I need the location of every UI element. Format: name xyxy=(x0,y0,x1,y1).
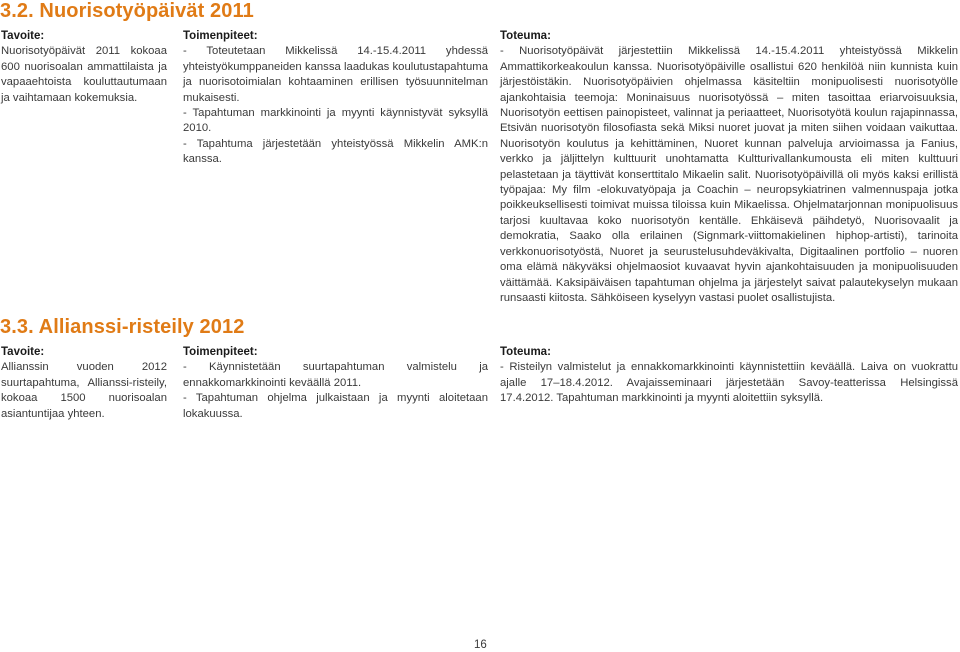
toimenpiteet-label: Toimenpiteet: xyxy=(183,30,258,42)
tavoite-text: Allianssin vuoden 2012 suurtapahtuma, Allianssi-risteily, kokoaa 1500 nuorisoalan asiantuntijaa yhteen. xyxy=(1,361,167,420)
toimenpiteet-column xyxy=(183,29,488,168)
toteuma-column xyxy=(500,29,958,306)
toteuma-text: - Nuorisotyöpäivät järjestettiin Mikkelissä 14.-15.4.2011 yhteistyössä Mikkelin Ammattikorkeakoulun kanssa. Nuorisotyöpäiville osallistui 620 henkilöä niin kunnista kuin järjestöistäkin. Nuorisotyöpäivien ohjelmassa käsiteltiin monipuolisesti nuorisotyölle ajankohtaisia teemoja: Moninaisuus nuorisotyössä – miten tasoittaa eriarvoisuuksia, Nuorisotyön eettisen painopisteet, valinnat ja periaatteet, Nuorisotyötä koulun rajapinnassa, Etsivän nuorisotyön filosofiasta sekä Miksi nuoret juovat ja miten siihen voidaan vaikuttaa. Nuorisotyön koulutus ja kehittäminen, Nuoret kunnan palveluja arvioimassa ja Fanius, verkko ja jäljittelyn kulttuurit unohtamatta Kultturivallankumousta eli miten kulttuuri pelastetaan ja täyttivät konserttitalo Mikaelin salit. Nuorisotyöpäivillä oli myös kaksi erillistä työpajaa: My film -elokuvatyöpaja ja Coachin – neuropsykiatrinen valmennuspaja jotka poikkeuksellisesti toimivat muissa tiloissa kuin Mikaelissa. Ohjelmatarjonnan monipuolisuus tarjosi kuultavaa koko nuorisotyön kentälle. Ehkäisevä päihdetyö, Nuorisovaalit ja demokratia, Saako olla erilainen (Signmark-viittomakielinen hiphop-artisti), tarinoita verkkonuorisotyöstä, Nuoret ja seurustelusuhdeväkivalta, Digitaalinen portfolio – nuoren oma elämä näkyväksi ohjelmaosiot kuvaavat hyvin ajankohtaisuuden ja monipuolisuuden väittämää. Kaksipäiväisen tapahtuman ohjelma ja järjestelyt saivat palautekyselyn mukaan runsaasti kiitosta. Sähköiseen kyselyyn vastasi puolet osallistujista. xyxy=(500,45,958,304)
tavoite-column xyxy=(1,345,167,422)
toimenpiteet-item: - Tapahtuman markkinointi ja myynti käynnistyvät syksyllä 2010. xyxy=(183,107,488,135)
toteuma-column xyxy=(500,345,958,407)
toimenpiteet-item: - Toteutetaan Mikkelissä 14.-15.4.2011 yhdessä yhteistyökumppaneiden kanssa laadukas koulutustapahtuma ja nuorisotoimialan kohtaaminen erillisen työsuunnitelman mukaisesti. xyxy=(183,45,488,104)
page-number: 16 xyxy=(474,639,487,651)
tavoite-text: Nuorisotyöpäivät 2011 kokoaa 600 nuorisoalan ammattilaista ja vapaaehtoista kouluttautumaan ja vaihtamaan kokemuksia. xyxy=(1,45,167,104)
section-heading-nuorisotyopaivat: 3.2. Nuorisotyöpäivät 2011 xyxy=(0,0,254,22)
toimenpiteet-label: Toimenpiteet: xyxy=(183,346,258,358)
tavoite-label: Tavoite: xyxy=(1,30,45,42)
toimenpiteet-item: - Käynnistetään suurtapahtuman valmistelu ja ennakkomarkkinointi keväällä 2011. xyxy=(183,361,488,389)
toimenpiteet-item: - Tapahtuman ohjelma julkaistaan ja myynti aloitetaan lokakuussa. xyxy=(183,392,488,420)
toteuma-label: Toteuma: xyxy=(500,30,551,42)
toimenpiteet-column xyxy=(183,345,488,422)
toimenpiteet-item: - Tapahtuma järjestetään yhteistyössä Mikkelin AMK:n kanssa. xyxy=(183,137,488,166)
toteuma-label: Toteuma: xyxy=(500,346,551,358)
toteuma-text: - Risteilyn valmistelut ja ennakkomarkkinointi käynnistettiin keväällä. Laiva on vuokrattu ajalle 17–18.4.2012. Avajaisseminaari järjestetään Savoy-teatterissa Helsingissä 17.4.2012. Tapahtuman markkinointi ja myynti aloitettiin syksyllä. xyxy=(500,361,958,405)
tavoite-label: Tavoite: xyxy=(1,346,45,358)
tavoite-column xyxy=(1,29,167,106)
section-heading-allianssi-risteily: 3.3. Allianssi-risteily 2012 xyxy=(0,316,245,338)
